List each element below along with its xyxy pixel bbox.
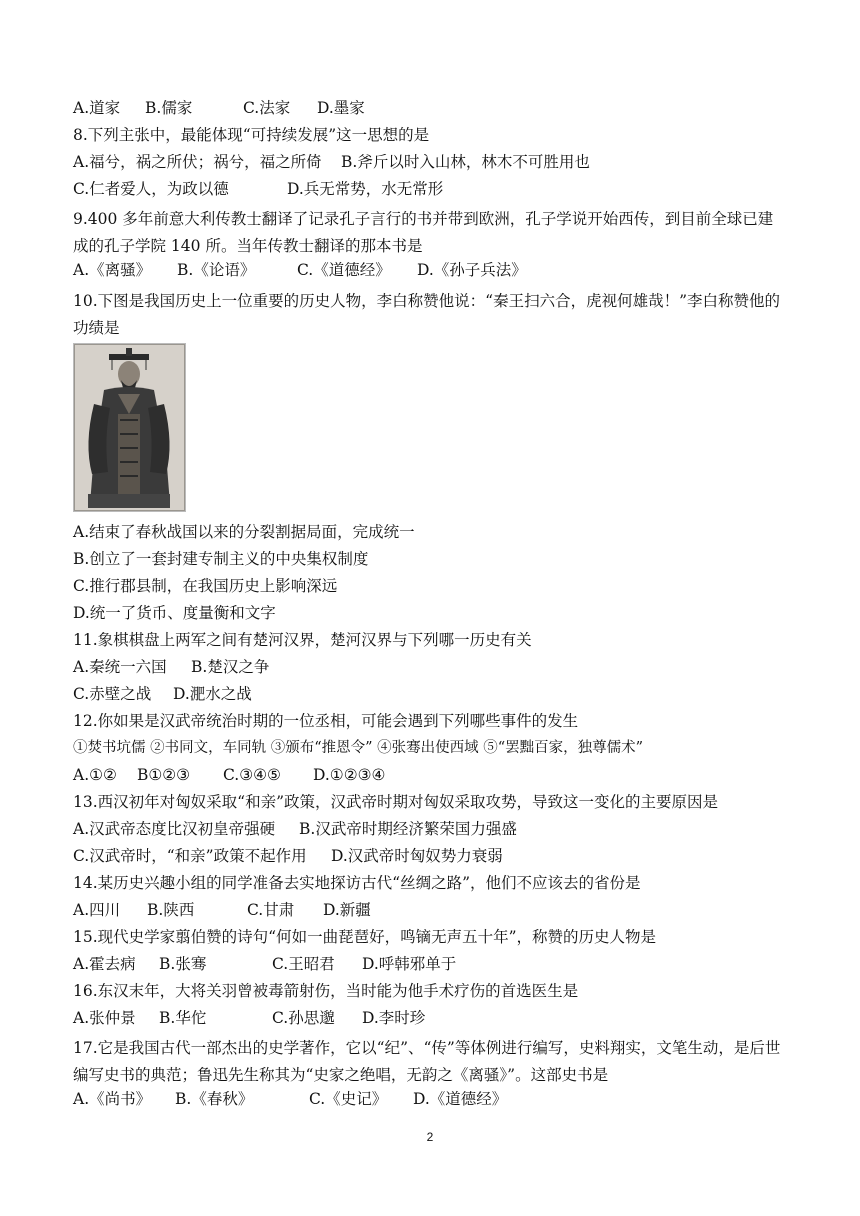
q16-option-b: B.华佗	[159, 1009, 207, 1027]
q16-option-d: D.李时珍	[362, 1009, 426, 1027]
q15-stem: 15.现代史学家翦伯赞的诗句“何如一曲琵琶好，鸣镝无声五十年”，称赞的历史人物是	[73, 928, 657, 946]
q12-options	[73, 765, 385, 785]
q9-option-d: D.《孙子兵法》	[417, 261, 527, 279]
q7-options	[73, 98, 365, 118]
q10-option-a: A.结束了春秋战国以来的分裂割据局面，完成统一	[73, 523, 415, 541]
q8-option-a: A.福兮，祸之所伏；祸兮，福之所倚	[73, 153, 322, 171]
qin-shi-huang-portrait	[73, 343, 186, 512]
q17-option-b: B.《春秋》	[175, 1090, 254, 1108]
q10-stem: 10.下图是我国历史上一位重要的历史人物，李白称赞他说：“秦王扫六合，虎视何雄哉！”李白称赞他的功绩是	[73, 292, 781, 337]
q14-stem: 14.某历史兴趣小组的同学准备去实地探访古代“丝绸之路”，他们不应该去的省份是	[73, 874, 641, 892]
q14-option-a: A.四川	[73, 901, 121, 919]
q15-options	[73, 954, 456, 974]
q8-options-row2	[73, 179, 443, 199]
q8-options-row1	[73, 152, 590, 172]
q9-option-c: C.《道德经》	[297, 261, 391, 279]
q9-option-b: B.《论语》	[177, 261, 256, 279]
q13-stem: 13.西汉初年对匈奴采取“和亲”政策，汉武帝时期对匈奴采取攻势，导致这一变化的主要原因是	[73, 793, 719, 811]
q8-option-d: D.兵无常势，水无常形	[287, 180, 444, 198]
q11-option-a: A.秦统一六国	[73, 658, 167, 676]
q7-option-c: C.法家	[243, 99, 291, 117]
q11-option-c: C.赤壁之战	[73, 685, 152, 703]
q14-option-d: D.新疆	[323, 901, 371, 919]
q14-option-c: C.甘肃	[247, 901, 295, 919]
q12-option-d: D.①②③④	[313, 766, 386, 784]
page-number: 2	[426, 1130, 434, 1144]
q8-option-c: C.仁者爱人，为政以德	[73, 180, 229, 198]
q14-option-b: B.陕西	[147, 901, 195, 919]
q11-options-row2	[73, 684, 252, 704]
q17-option-c: C.《史记》	[309, 1090, 388, 1108]
q13-option-a: A.汉武帝态度比汉初皇帝强硬	[73, 820, 276, 838]
q13-option-d: D.汉武帝时匈奴势力衰弱	[331, 847, 503, 865]
q10-option-c: C.推行郡县制，在我国历史上影响深远	[73, 577, 338, 595]
q16-stem: 16.东汉末年，大将关羽曾被毒箭射伤，当时能为他手术疗伤的首选医生是	[73, 982, 579, 1000]
q9-option-a: A.《离骚》	[73, 261, 152, 279]
q10-option-d: D.统一了货币、度量衡和文字	[73, 604, 276, 622]
q8-option-b: B.斧斤以时入山林，林木不可胜用也	[341, 153, 590, 171]
q15-option-d: D.呼韩邪单于	[362, 955, 457, 973]
q15-option-c: C.王昭君	[272, 955, 335, 973]
q12-option-a: A.①②	[73, 766, 117, 784]
q16-option-a: A.张仲景	[73, 1009, 136, 1027]
q17-stem: 17.它是我国古代一部杰出的史学著作，它以“纪”、“传”等体例进行编写，史料翔实，文笔生动，是后世编写史书的典范；鲁迅先生称其为“史家之绝唱，无韵之《离骚》”。这部史书是	[73, 1039, 781, 1084]
q9-stem: 9.400 多年前意大利传教士翻译了记录孔子言行的书并带到欧洲，孔子学说开始西传，到目前全球已建成的孔子学院 140 所。当年传教士翻译的那本书是	[73, 210, 774, 255]
q17-option-d: D.《道德经》	[413, 1090, 508, 1108]
q11-option-d: D.淝水之战	[173, 685, 252, 703]
q11-stem: 11.象棋棋盘上两军之间有楚河汉界，楚河汉界与下列哪一历史有关	[73, 631, 532, 649]
q17-options	[73, 1089, 507, 1109]
q12-option-b: B①②③	[137, 766, 191, 784]
q12-option-c: C.③④⑤	[223, 766, 281, 784]
q13-options-row2	[73, 846, 503, 866]
q12-stem: 12.你如果是汉武帝统治时期的一位丞相，可能会遇到下列哪些事件的发生	[73, 712, 579, 730]
q14-options	[73, 900, 371, 920]
q8-stem: 8.下列主张中，最能体现“可持续发展”这一思想的是	[73, 126, 430, 144]
q13-option-b: B.汉武帝时期经济繁荣国力强盛	[299, 820, 517, 838]
q13-option-c: C.汉武帝时，“和亲”政策不起作用	[73, 847, 307, 865]
q16-options	[73, 1008, 425, 1028]
q9-options	[73, 260, 527, 280]
q11-option-b: B.楚汉之争	[191, 658, 270, 676]
q11-options-row1	[73, 657, 269, 677]
q7-option-b: B.儒家	[145, 99, 193, 117]
q16-option-c: C.孙思邈	[272, 1009, 335, 1027]
q15-option-b: B.张骞	[159, 955, 207, 973]
emperor-figure-illustration	[74, 344, 185, 511]
q17-option-a: A.《尚书》	[73, 1090, 152, 1108]
q12-items: ①焚书坑儒 ②书同文，车同轨 ③颁布“推恩令” ④张骞出使西域 ⑤“罢黜百家，独尊儒术”	[73, 740, 644, 756]
q15-option-a: A.霍去病	[73, 955, 136, 973]
q10-option-b: B.创立了一套封建专制主义的中央集权制度	[73, 550, 369, 568]
q13-options-row1	[73, 819, 517, 839]
q7-option-a: A.道家	[73, 99, 121, 117]
q7-option-d: D.墨家	[317, 99, 365, 117]
